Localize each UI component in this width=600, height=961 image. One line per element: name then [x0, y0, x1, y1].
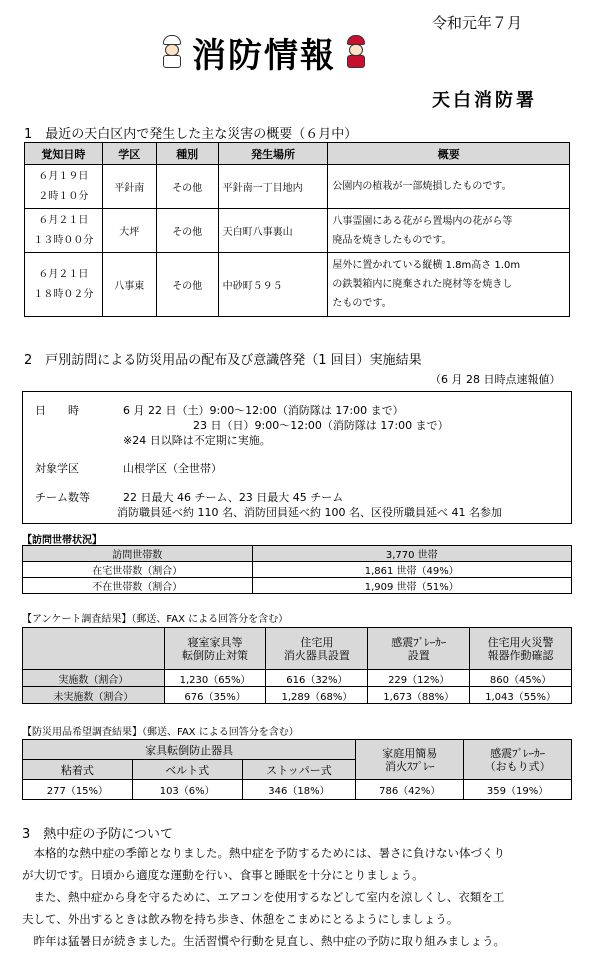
table-cell: 1,230（65%） — [164, 670, 266, 687]
table-header-row — [23, 628, 572, 670]
table-row — [23, 687, 572, 704]
paragraph-line: 昨年は猛暑日が続きました。生活習慣や行動を見直し、熱中症の予防に取り組みましょう。 — [22, 934, 505, 948]
incident-summary: 公園内の植栽が一部焼損したものです。 — [328, 165, 570, 209]
table-row — [25, 165, 570, 209]
column-header: 住宅用火災警 報器作動確認 — [470, 628, 572, 670]
table-row — [23, 670, 572, 687]
empty-header-cell — [23, 628, 165, 670]
table-cell: 616（32%） — [266, 670, 368, 687]
column-header: 感震ﾌﾞﾚｰｶｰ 設置 — [368, 628, 470, 670]
paragraph-line: 夫して、外出するときは飲み物を持ち歩き、休憩をこまめにとるようにしましょう。 — [22, 912, 459, 926]
incident-datetime: ６月２１日 １８時０２分 — [25, 253, 103, 317]
table-cell: 786（42%） — [356, 780, 464, 800]
incident-table — [24, 142, 570, 317]
table-row — [25, 253, 570, 317]
table-header-row — [23, 740, 572, 760]
table-header-row — [25, 143, 570, 165]
incident-datetime: ６月１９日 ２時１０分 — [25, 165, 103, 209]
column-header: 感震ﾌﾞﾚｰｶｰ （おもり式） — [464, 740, 572, 780]
column-header: 寝室家具等 転倒防止対策 — [164, 628, 266, 670]
date-label: 日 時 — [35, 404, 79, 417]
visit-status-table — [22, 545, 572, 594]
date-line: 6 月 22 日（土）9:00～12:00（消防隊は 17:00 まで） — [123, 404, 404, 417]
table-cell: 359（19%） — [464, 780, 572, 800]
table-row — [23, 780, 572, 800]
incident-type: その他 — [156, 209, 218, 253]
incident-type: その他 — [156, 165, 218, 209]
column-header: 家庭用簡易 消火ｽﾌﾟﾚｰ — [356, 740, 464, 780]
column-header: 概要 — [328, 143, 570, 165]
column-group-header: 家具転倒防止器具 — [23, 740, 356, 760]
row-label: 未実施数（割合） — [23, 687, 165, 704]
desire-caption: 【防災用品希望調査結果】（郵送、FAX による回答分を含む） — [22, 727, 299, 738]
desire-survey-table — [22, 739, 572, 800]
column-header: 住宅用 消火器具設置 — [266, 628, 368, 670]
table-row — [23, 546, 572, 562]
row-label: 訪問世帯数 — [23, 546, 253, 562]
table-cell: 1,289（68%） — [266, 687, 368, 704]
date-note: ※24 日以降は不定期に実施。 — [123, 434, 271, 447]
target-label: 対象学区 — [35, 462, 79, 475]
firefighter-mascot-icon — [344, 35, 368, 69]
paragraph-line: が大切です。日頃から適度な運動を行い、食事と睡眠を十分にとりましょう。 — [22, 868, 424, 882]
incident-district: 大坪 — [102, 209, 156, 253]
teams-line: 22 日最大 46 チーム、23 日最大 45 チーム — [123, 491, 344, 504]
incident-place: 中砂町５９５ — [218, 253, 328, 317]
paragraph-line: 本格的な熱中症の季節となりました。熱中症を予防するためには、暑さに負けない体づくり — [22, 846, 505, 860]
table-cell: 676（35%） — [164, 687, 266, 704]
column-header: 覚知日時 — [25, 143, 103, 165]
visit-info-box — [22, 391, 572, 524]
column-header: 学区 — [102, 143, 156, 165]
section-heading: 2 戸別訪問による防災用品の配布及び意識啓発（1 回目）実施結果 — [24, 353, 422, 368]
table-cell: 103（6%） — [132, 780, 242, 800]
table-cell: 1,673（88%） — [368, 687, 470, 704]
row-value: 1,909 世帯（51%） — [252, 578, 571, 594]
teams-line: 消防職員延べ約 110 名、消防団員延べ約 100 名、区役所職員延べ 41 名参加 — [117, 506, 502, 519]
firefighter-mascot-icon — [160, 35, 184, 69]
table-row — [23, 578, 572, 594]
table-cell: 277（15%） — [23, 780, 133, 800]
data-as-of-note: （6 月 28 日時点速報値） — [430, 373, 561, 386]
incident-summary: 屋外に置かれている縦横 1.8m高さ 1.0m の鉄製箱内に廃棄された廃材等を焼きし たものです。 — [328, 253, 570, 317]
row-value: 3,770 世帯 — [252, 546, 571, 562]
row-label: 実施数（割合） — [23, 670, 165, 687]
column-header: 発生場所 — [218, 143, 328, 165]
table-cell: 1,043（55%） — [470, 687, 572, 704]
row-label: 不在世帯数（割合） — [23, 578, 253, 594]
incident-summary: 八事霊園にある花がら置場内の花がら等 廃品を焼きしたものです。 — [328, 209, 570, 253]
row-value: 1,861 世帯（49%） — [252, 562, 571, 578]
incident-district: 平針南 — [102, 165, 156, 209]
section-heading: 3 熱中症の予防について — [22, 827, 174, 842]
table-row — [23, 562, 572, 578]
incident-type: その他 — [156, 253, 218, 317]
table-cell: 229（12%） — [368, 670, 470, 687]
table-row — [25, 209, 570, 253]
visit-status-caption: 【訪問世帯状況】 — [22, 535, 102, 546]
paragraph-line: また、熱中症から身を守るために、エアコンを使用するなどして室内を涼しくし、衣類を工 — [22, 890, 505, 904]
table-cell: 860（45%） — [470, 670, 572, 687]
title-area — [160, 32, 368, 76]
incident-datetime: ６月２１日 １３時００分 — [25, 209, 103, 253]
teams-label: チーム数等 — [35, 491, 90, 504]
section-heading: 1 最近の天白区内で発生した主な災害の概要（６月中） — [24, 127, 358, 142]
issue-date: 令和元年７月 — [432, 14, 523, 32]
survey-table — [22, 627, 572, 704]
page-title: 消防情報 — [192, 35, 336, 76]
survey-caption: 【アンケート調査結果】（郵送、FAX による回答分を含む） — [22, 614, 289, 625]
incident-district: 八事東 — [102, 253, 156, 317]
column-header: ストッパー式 — [242, 760, 356, 780]
incident-place: 天白町八事裏山 — [218, 209, 328, 253]
column-header: 粘着式 — [23, 760, 133, 780]
date-line: 23 日（日）9:00～12:00（消防隊は 17:00 まで） — [193, 419, 449, 432]
column-header: 種別 — [156, 143, 218, 165]
column-header: ベルト式 — [132, 760, 242, 780]
incident-place: 平針南一丁目地内 — [218, 165, 328, 209]
heatstroke-paragraph — [22, 842, 578, 952]
table-cell: 346（18%） — [242, 780, 356, 800]
target-value: 山根学区（全世帯） — [123, 462, 222, 475]
row-label: 在宅世帯数（割合） — [23, 562, 253, 578]
fire-station-name: 天白消防署 — [432, 90, 537, 111]
